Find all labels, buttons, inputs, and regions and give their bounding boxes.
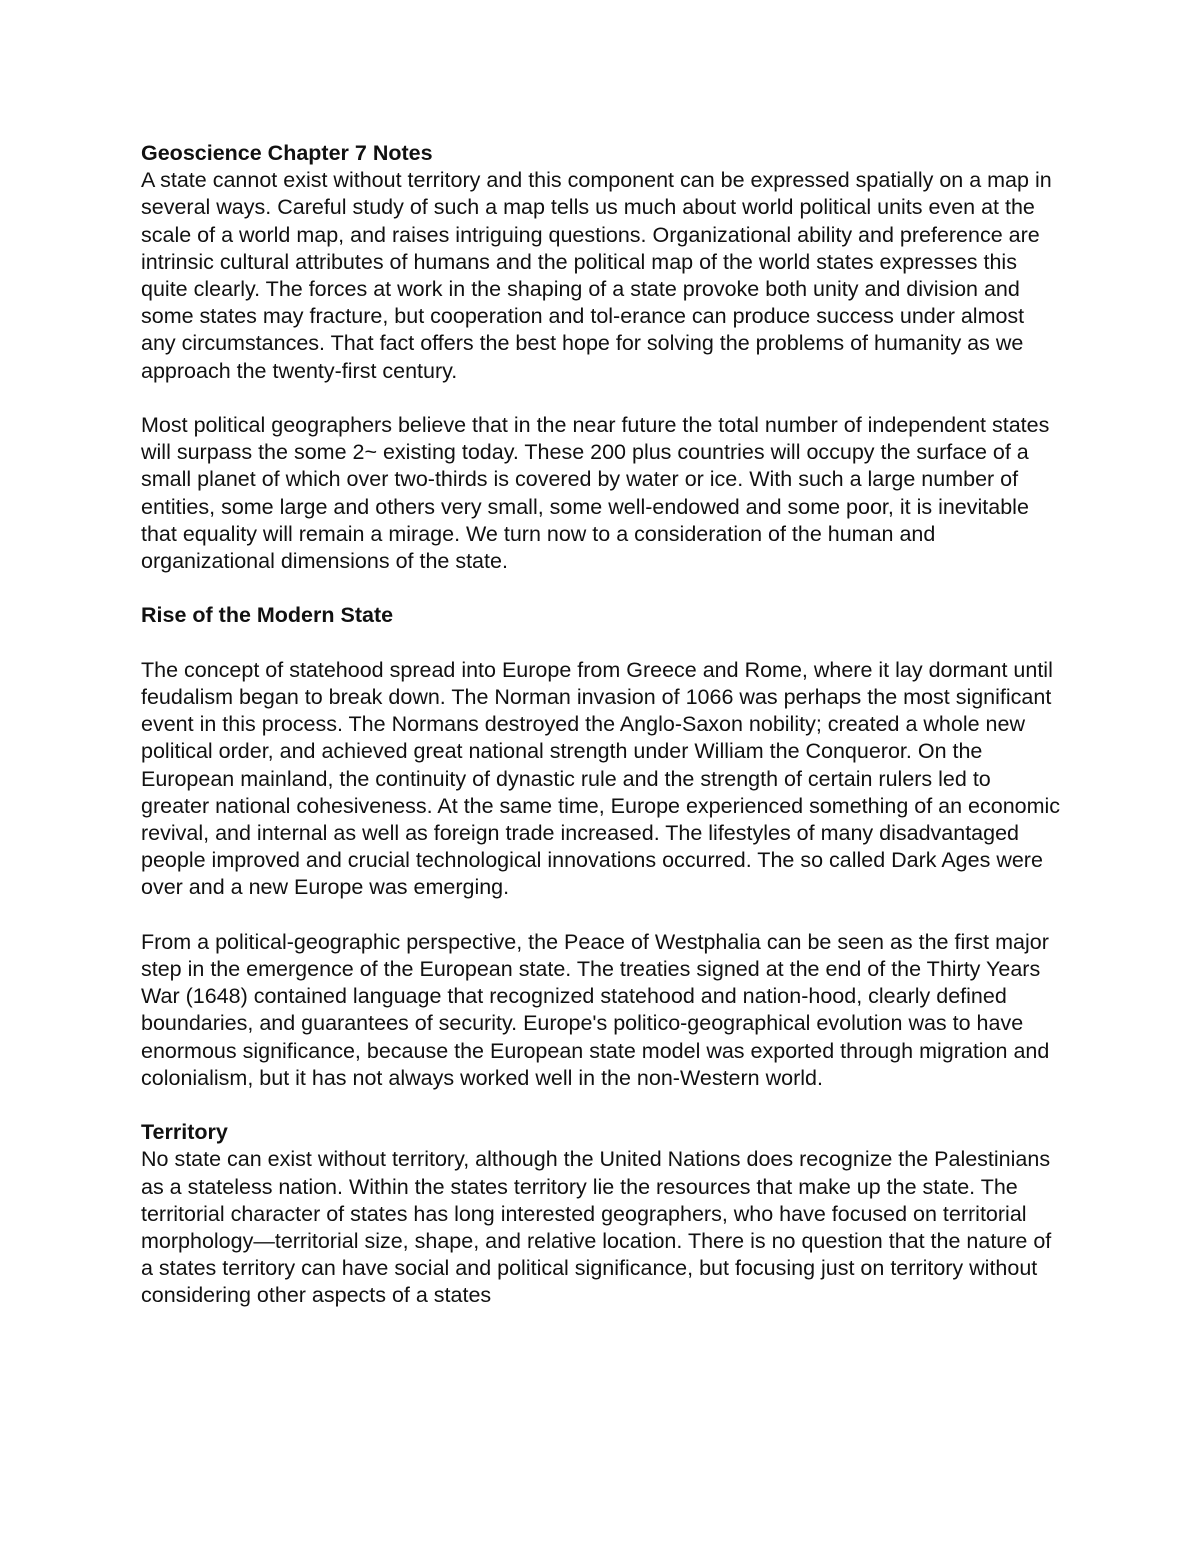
second-paragraph: Most political geographers believe that in the near future the total number of independent states will surpass the some 2~ existing today. These 200 plus countries will occupy the surface of a small planet of which over two-thirds is covered by water or ice. With such a large number of entities, some large and others very small, some well-endowed and some poor, it is inevitable that equality will remain a mirage. We turn now to a consideration of the human and organizational dimensions of the state. (141, 413, 1050, 574)
territory-paragraph-1: No state can exist without territory, although the United Nations does recognize the Palestinians as a stateless nation. Within the states territory lie the resources that make up the state. The territorial character of states has long interested geographers, who have focused on territorial morphology—territorial size, shape, and relative location. There is no question that the nature of a states territory can have social and political significance, but focusing just on territory without considering other aspects of a states (141, 1147, 1052, 1308)
section-heading-rise-of-modern-state: Rise of the Modern State (141, 603, 394, 628)
intro-paragraph: A state cannot exist without territory and this component can be expressed spatially on a map in several ways. Careful study of such a map tells us much about world political units even at the scale of a world map, and raises intriguing questions. Organizational ability and preference are intrinsic cultural attributes of humans and the political map of the world states expresses this quite clearly. The forces at work in the shaping of a state provoke both unity and division and some states may fracture, but cooperation and tol-erance can produce success under almost any circumstances. That fact offers the best hope for solving the problems of humanity as we approach the twenty-first century. (141, 168, 1052, 383)
document-page (141, 140, 1061, 1310)
document-title: Geoscience Chapter 7 Notes (141, 141, 433, 165)
rise-paragraph-1: The concept of statehood spread into Europe from Greece and Rome, where it lay dormant until feudalism began to break down. The Norman invasion of 1066 was perhaps the most significant event in this process. The Normans destroyed the Anglo-Saxon nobility; created a whole new political order, and achieved great national strength under William the Conqueror. On the European mainland, the continuity of dynastic rule and the strength of certain rulers led to greater national cohesiveness. At the same time, Europe experienced something of an economic revival, and internal as well as foreign trade increased. The lifestyles of many disadvantaged people improved and crucial technological innovations occurred. The so called Dark Ages were over and a new Europe was emerging. (141, 657, 1061, 900)
section-heading-territory: Territory (141, 1120, 228, 1145)
rise-paragraph-2: From a political-geographic perspective, the Peace of Westphalia can be seen as the first major step in the emergence of the European state. The treaties signed at the end of the Thirty Years War (1648) contained language that recognized statehood and nation-hood, clearly defined boundaries, and guarantees of security. Europe's politico-geographical evolution was to have enormous significance, because the European state model was exported through migration and colonialism, but it has not always worked well in the non-Western world. (141, 929, 1050, 1090)
